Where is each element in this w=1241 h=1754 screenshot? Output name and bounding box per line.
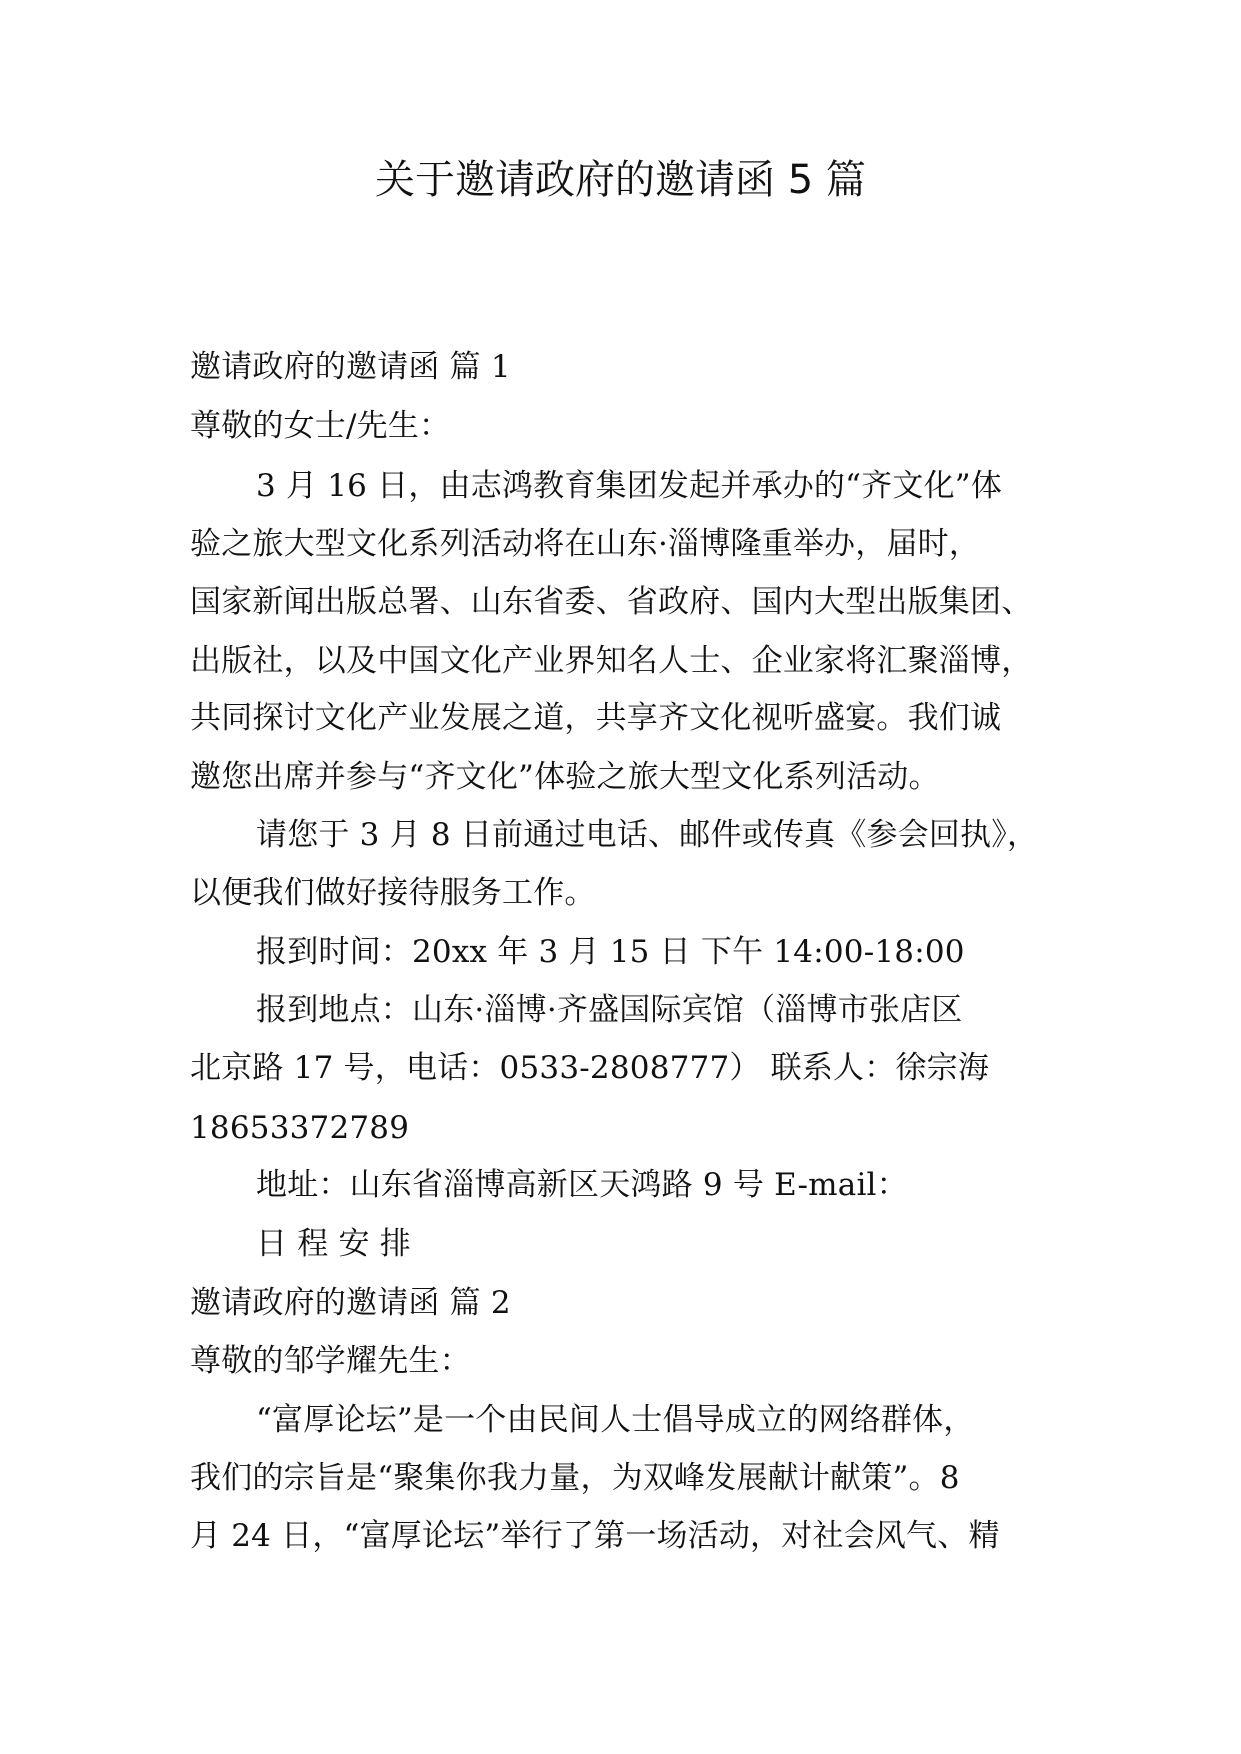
paragraph-line: 我们的宗旨是“聚集你我力量，为双峰发展献计献策”。8 [190,1460,960,1496]
address-line: 地址：山东省淄博高新区天鸿路 9 号 E-mail： [256,1167,908,1203]
paragraph-line: 以便我们做好接待服务工作。 [190,875,596,911]
paragraph-line: 国家新闻出版总署、山东省委、省政府、国内大型出版集团、 [190,584,1033,620]
section-heading-2: 邀请政府的邀请函 篇 2 [190,1285,511,1321]
section-heading-1: 邀请政府的邀请函 篇 1 [190,349,511,385]
paragraph-line: 请您于 3 月 8 日前通过电话、邮件或传真《参会回执》， [256,817,1039,853]
paragraph-line: 共同探讨文化产业发展之道，共享齐文化视听盛宴。我们诚 [190,700,1002,736]
salutation-2: 尊敬的邹学耀先生： [190,1343,471,1379]
paragraph-line: 邀您出席并参与“齐文化”体验之旅大型文化系列活动。 [190,759,940,795]
contact-phone: 18653372789 [190,1110,410,1146]
paragraph-line: 出版社，以及中国文化产业界知名人士、企业家将汇聚淄博， [190,643,1033,679]
document-title: 关于邀请政府的邀请函 5 篇 [375,157,866,203]
paragraph-line: 验之旅大型文化系列活动将在山东·淄博隆重举办，届时， [190,526,981,562]
paragraph-line: 3 月 16 日，由志鸿教育集团发起并承办的“齐文化”体 [256,468,1003,504]
registration-location-cont: 北京路 17 号，电话：0533-2808777） 联系人：徐宗海 [190,1050,990,1086]
registration-time: 报到时间：20xx 年 3 月 15 日 下午 14:00-18:00 [256,934,965,970]
schedule-heading: 日 程 安 排 [256,1226,411,1262]
salutation-1: 尊敬的女士/先生： [190,408,451,444]
paragraph-line: 月 24 日，“富厚论坛”举行了第一场活动，对社会风气、精 [190,1518,1000,1554]
paragraph-line: “富厚论坛”是一个由民间人士倡导成立的网络群体， [256,1402,975,1438]
registration-location: 报到地点：山东·淄博·齐盛国际宾馆（淄博市张店区 [256,992,963,1028]
